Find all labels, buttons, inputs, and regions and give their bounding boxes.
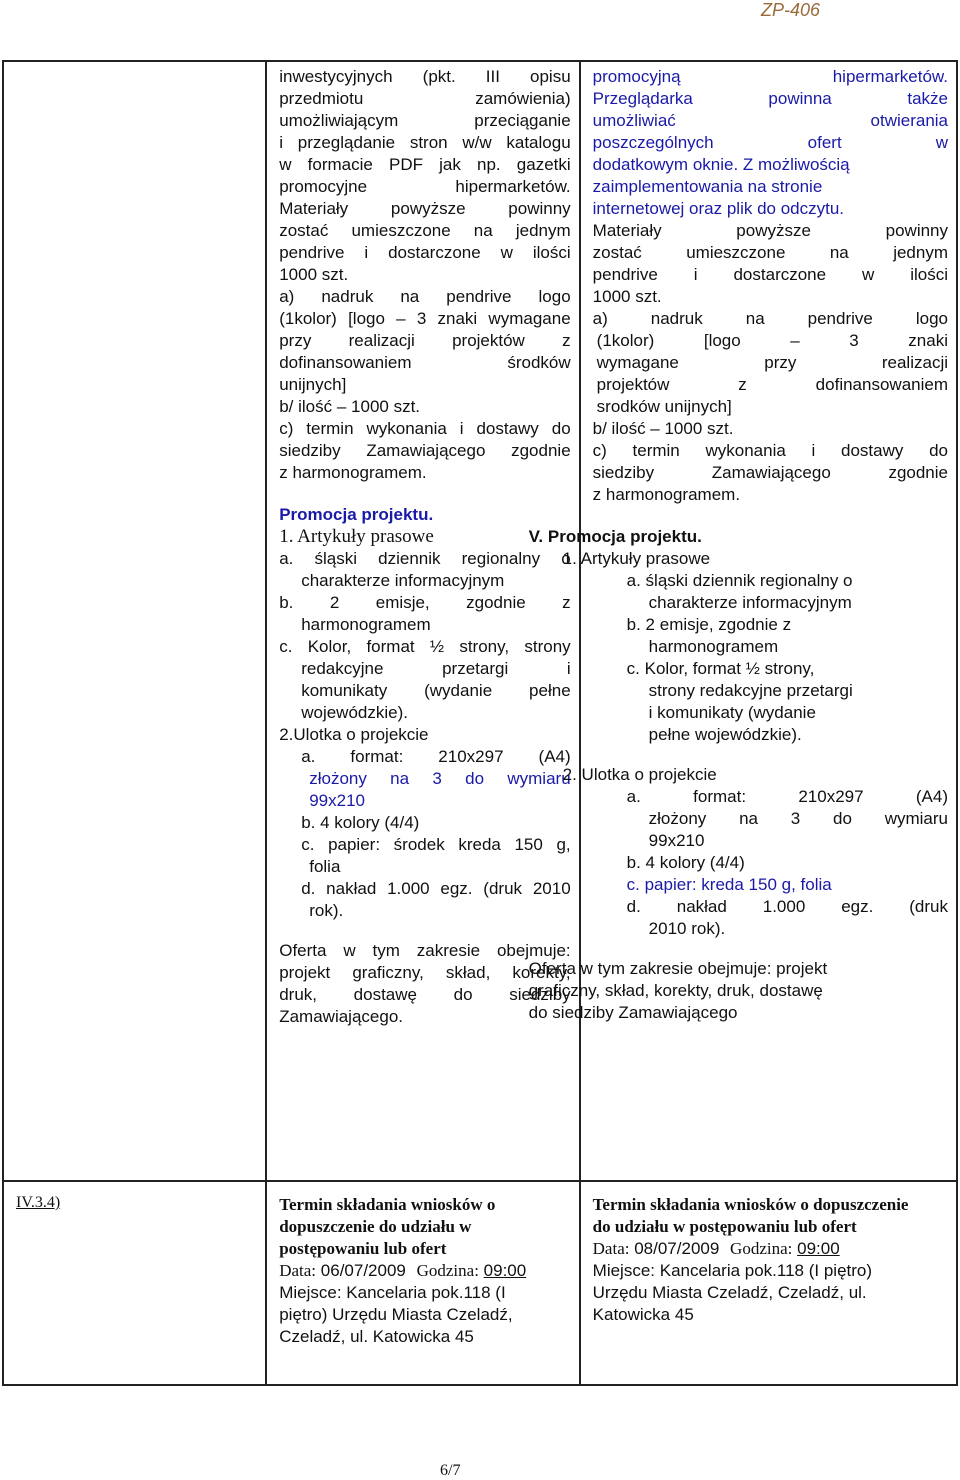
time-label: Godzina: — [416, 1261, 479, 1280]
list-item: charakterze informacyjnym — [301, 571, 505, 590]
text-line: w formacie PDF jak np. gazetki — [279, 155, 571, 174]
text-line: (1kolor) [logo – 3 znaki wymagane — [279, 309, 571, 328]
section-title: V. Promocja projektu. — [528, 527, 702, 546]
date-value: 08/07/2009 — [634, 1239, 720, 1258]
subsection-title: 2. Ulotka o projekcie — [562, 765, 717, 784]
text-line: c) termin wykonania i dostawy do — [592, 441, 948, 460]
text-line: dofinansowaniem środków — [279, 353, 571, 372]
text-line: umożliwiać otwierania — [592, 111, 948, 130]
text-line: internetowej oraz plik do odczytu. — [592, 199, 845, 218]
text-line: pendrive i dostarczone w ilości — [592, 265, 948, 284]
list-item: pełne wojewódzkie). — [648, 725, 802, 744]
list-item: b. 4 kolory (4/4) — [626, 853, 745, 872]
list-item: złożony na 3 do wymiaru — [309, 769, 571, 788]
list-item: harmonogramem — [301, 615, 431, 634]
time-value: 09:00 — [797, 1239, 840, 1258]
text-line: graficzny, skład, korekty, druk, dostawę — [528, 981, 823, 1000]
list-item: 99x210 — [309, 791, 365, 810]
row-label-cell — [3, 61, 266, 1181]
text-line: pendrive i dostarczone w ilości — [279, 243, 571, 262]
text-line: dodatkowym oknie. Z możliwością — [592, 155, 850, 174]
text-line: a) nadruk na pendrive logo — [592, 309, 948, 328]
location-line: Miejsce: Kancelaria pok.118 (I — [279, 1283, 506, 1302]
text-line: promocyjną hipermarketów. — [592, 67, 948, 86]
text-line: promocyjne hipermarketów. — [279, 177, 571, 196]
text-line: b/ ilość – 1000 szt. — [592, 419, 734, 438]
location-line: Czeladź, ul. Katowicka 45 — [279, 1327, 474, 1346]
list-item: c. papier: kreda 150 g, folia — [626, 875, 832, 894]
text-line: wymagane przy realizacji — [596, 353, 948, 372]
text-line: projekt graficzny, skład, korekty, — [279, 963, 571, 982]
list-item: charakterze informacyjnym — [648, 593, 852, 612]
text-line: Materiały powyższe powinny — [592, 221, 948, 240]
deadline-title: postępowaniu lub ofert — [279, 1239, 447, 1258]
page-number: 6/7 — [440, 1462, 461, 1479]
original-deadline-cell — [266, 1181, 579, 1385]
list-item: harmonogramem — [648, 637, 779, 656]
subsection-title: 1. Artykuły prasowe — [562, 549, 711, 568]
text-line: srodków unijnych] — [596, 397, 732, 416]
text-line: umożliwiającym przeciąganie — [279, 111, 571, 130]
text-line: c) termin wykonania i dostawy do — [279, 419, 571, 438]
modified-deadline-cell — [580, 1181, 957, 1385]
text-line: 1000 szt. — [279, 265, 349, 284]
list-item: strony redakcyjne przetargi — [648, 681, 853, 700]
deadline-title: Termin składania wniosków o — [279, 1195, 496, 1214]
text-line: a) nadruk na pendrive logo — [279, 287, 571, 306]
date-label: Data: — [592, 1239, 630, 1258]
text-line: b/ ilość – 1000 szt. — [279, 397, 421, 416]
text-line: i przeglądanie stron w/w katalogu — [279, 133, 571, 152]
deadline-title: dopuszczenie do udziału w — [279, 1217, 472, 1236]
list-item: 99x210 — [648, 831, 705, 850]
list-item: a. śląski dziennik regionalny o — [626, 571, 853, 590]
text-line: z harmonogramem. — [279, 463, 427, 482]
text-line: siedziby Zamawiającego zgodnie — [592, 463, 948, 482]
time-label: Godzina: — [730, 1239, 793, 1258]
list-item: rok). — [309, 901, 344, 920]
section-number: IV.3.4) — [16, 1194, 61, 1211]
list-item: a. format: 210x297 (A4) — [626, 787, 948, 806]
text-line: Przeglądarka powinna także — [592, 89, 948, 108]
location-line: piętro) Urzędu Miasta Czeladź, — [279, 1305, 513, 1324]
subsection-title: 1. Artykuły prasowe — [279, 526, 434, 547]
list-item: 2010 rok). — [648, 919, 726, 938]
location-line: Katowicka 45 — [592, 1305, 694, 1324]
text-line: zaimplementowania na stronie — [592, 177, 823, 196]
date-value: 06/07/2009 — [320, 1261, 406, 1280]
list-item: d. nakład 1.000 egz. (druk 2010 — [301, 879, 571, 898]
text-line: druk, dostawę do siedziby — [279, 985, 571, 1004]
deadline-title: Termin składania wniosków o dopuszczenie — [592, 1195, 909, 1214]
text-line: zostać umieszczone na jednym — [592, 243, 948, 262]
section-title: Promocja projektu. — [279, 505, 434, 524]
row-label-cell — [3, 1181, 266, 1385]
list-item: złożony na 3 do wymiaru — [648, 809, 948, 828]
text-line: inwestycyjnych (pkt. III opisu — [279, 67, 571, 86]
table-row — [3, 61, 957, 1181]
list-item: wojewódzkie). — [301, 703, 408, 722]
text-line: Zamawiającego. — [279, 1007, 403, 1026]
text-line: Materiały powyższe powinny — [279, 199, 571, 218]
text-line: (1kolor) [logo – 3 znaki — [596, 331, 948, 350]
list-item: folia — [309, 857, 341, 876]
text-line: Oferta w tym zakresie obejmuje: — [279, 941, 571, 960]
document-id: ZP-406 — [760, 0, 820, 20]
list-item: i komunikaty (wydanie — [648, 703, 816, 722]
text-line: zostać umieszczone na jednym — [279, 221, 571, 240]
list-item: b. 4 kolory (4/4) — [301, 813, 420, 832]
text-line: poszczególnych ofert w — [592, 133, 948, 152]
text-line: Oferta w tym zakresie obejmuje: projekt — [528, 959, 828, 978]
text-line: projektów z dofinansowaniem — [596, 375, 948, 394]
location-line: Urzędu Miasta Czeladź, Czeladź, ul. — [592, 1283, 867, 1302]
list-item: c. Kolor, format ½ strony, strony — [279, 637, 571, 656]
specification-table — [2, 60, 958, 1386]
text-line: do siedziby Zamawiającego — [528, 1003, 738, 1022]
text-line: przedmiotu zamówienia) — [279, 89, 571, 108]
date-label: Data: — [279, 1261, 317, 1280]
text-line: z harmonogramem. — [592, 485, 741, 504]
list-item: c. papier: środek kreda 150 g, — [301, 835, 571, 854]
subsection-title: 2.Ulotka o projekcie — [279, 725, 429, 744]
list-item: komunikaty (wydanie pełne — [301, 681, 571, 700]
list-item: a. śląski dziennik regionalny o — [279, 549, 571, 568]
list-item: d. nakład 1.000 egz. (druk — [626, 897, 948, 916]
time-value: 09:00 — [483, 1261, 527, 1280]
list-item: b. 2 emisje, zgodnie z — [626, 615, 792, 634]
text-line: 1000 szt. — [592, 287, 662, 306]
text-line: przy realizacji projektów z — [279, 331, 571, 350]
list-item: b. 2 emisje, zgodnie z — [279, 593, 571, 612]
deadline-title: do udziału w postępowaniu lub ofert — [592, 1217, 857, 1236]
list-item: redakcyjne przetargi i — [301, 659, 571, 678]
text-line: unijnych] — [279, 375, 347, 394]
location-line: Miejsce: Kancelaria pok.118 (I piętro) — [592, 1261, 873, 1280]
list-item: a. format: 210x297 (A4) — [301, 747, 571, 766]
text-line: siedziby Zamawiającego zgodnie — [279, 441, 571, 460]
modified-text-cell — [528, 61, 957, 1181]
table-row — [3, 1181, 957, 1385]
list-item: c. Kolor, format ½ strony, — [626, 659, 815, 678]
